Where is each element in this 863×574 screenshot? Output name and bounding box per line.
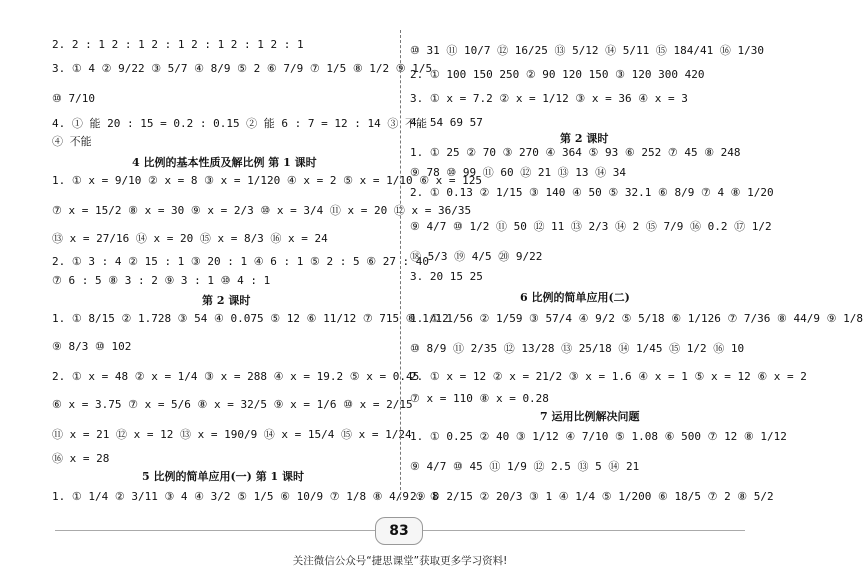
answer-line: 3. 20 15 25: [410, 270, 483, 283]
answer-line: ⑩ 31 ⑪ 10/7 ⑫ 16/25 ⑬ 5/12 ⑭ 5/11 ⑮ 184/41 ⑯ 1/30: [410, 44, 765, 57]
answer-line: 2. ① x = 48 ② x = 1/4 ③ x = 288 ④ x = 19.2 ⑤ x = 0.45: [52, 370, 420, 383]
answer-line: ⑩ 8/9 ⑪ 2/35 ⑫ 13/28 ⑬ 25/18 ⑭ 1/45 ⑮ 1/2 ⑯ 10: [410, 342, 745, 355]
answer-line: 2. ① 2/15 ② 20/3 ③ 1 ④ 1/4 ⑤ 1/200 ⑥ 18/5 ⑦ 2 ⑧ 5/2: [410, 490, 774, 503]
column-divider: [400, 30, 401, 500]
answer-line: 2. ① 3 : 4 ② 15 : 1 ③ 20 : 1 ④ 6 : 1 ⑤ 2 : 5 ⑥ 27 : 40: [52, 255, 430, 268]
section-heading: 第 2 课时: [560, 132, 609, 145]
answer-line: 2. ① 100 150 250 ② 90 120 150 ③ 120 300 420: [410, 68, 705, 81]
answer-line: 2. ① x = 12 ② x = 21/2 ③ x = 1.6 ④ x = 1 ⑤ x = 12 ⑥ x = 2: [410, 370, 807, 383]
answer-line: ⑦ x = 15/2 ⑧ x = 30 ⑨ x = 2/3 ⑩ x = 3/4 ⑪ x = 20 ⑫ x = 36/35: [52, 204, 472, 217]
footer-note: 关注微信公众号“捷思课堂”获取更多学习资料!: [292, 555, 508, 567]
answer-line: ⑨ 78 ⑩ 99 ⑪ 60 ⑫ 21 ⑬ 13 ⑭ 34: [410, 166, 627, 179]
answer-line: ⑪ x = 21 ⑫ x = 12 ⑬ x = 190/9 ⑭ x = 15/4 ⑮ x = 1/24: [52, 428, 412, 441]
section-heading: 第 2 课时: [202, 294, 251, 307]
answer-line: ⑨ 4/7 ⑩ 1/2 ⑪ 50 ⑫ 11 ⑬ 2/3 ⑭ 2 ⑮ 7/9 ⑯ 0.2 ⑰ 1/2: [410, 220, 772, 233]
section-heading: 6 比例的简单应用(二): [520, 291, 630, 304]
answer-line: ⑨ 4/7 ⑩ 45 ⑪ 1/9 ⑫ 2.5 ⑬ 5 ⑭ 21: [410, 460, 640, 473]
answer-line: 1. ① 25 ② 70 ③ 270 ④ 364 ⑤ 93 ⑥ 252 ⑦ 45 ⑧ 248: [410, 146, 741, 159]
answer-line: ⑩ 7/10: [52, 92, 95, 105]
answer-line: 3. ① x = 7.2 ② x = 1/12 ③ x = 36 ④ x = 3: [410, 92, 688, 105]
answer-line: ④ 不能: [52, 135, 92, 148]
section-heading: 5 比例的简单应用(一) 第 1 课时: [142, 470, 305, 483]
answer-line: 1. ① 8/15 ② 1.728 ③ 54 ④ 0.075 ⑤ 12 ⑥ 11/12 ⑦ 715 ⑧ 1/12: [52, 312, 449, 325]
answer-line: ⑯ x = 28: [52, 452, 110, 465]
page-number: 83: [375, 517, 423, 545]
answer-line: ⑦ 6 : 5 ⑧ 3 : 2 ⑨ 3 : 1 ⑩ 4 : 1: [52, 274, 271, 287]
answer-line: 2. 2 : 1 2 : 1 2 : 1 2 : 1 2 : 1 2 : 1: [52, 38, 304, 51]
answer-line: ⑦ x = 110 ⑧ x = 0.28: [410, 392, 549, 405]
section-heading: 7 运用比例解决问题: [540, 410, 640, 423]
answer-line: 2. ① 0.13 ② 1/15 ③ 140 ④ 50 ⑤ 32.1 ⑥ 8/9 ⑦ 4 ⑧ 1/20: [410, 186, 774, 199]
answer-line: 4. ① 能 20 : 15 = 0.2 : 0.15 ② 能 6 : 7 = 12 : 14 ③ 不能: [52, 117, 428, 130]
answer-line: ⑱ 5/3 ⑲ 4/5 ⑳ 9/22: [410, 250, 543, 263]
answer-line: 1. ① 1/4 ② 3/11 ③ 4 ④ 3/2 ⑤ 1/5 ⑥ 10/9 ⑦ 1/8 ⑧ 4/9 ⑨ 8: [52, 490, 439, 503]
answer-line: 1. ① 0.25 ② 40 ③ 1/12 ④ 7/10 ⑤ 1.08 ⑥ 500 ⑦ 12 ⑧ 1/12: [410, 430, 787, 443]
section-heading: 4 比例的基本性质及解比例 第 1 课时: [132, 156, 317, 169]
answer-line: 4. 54 69 57: [410, 116, 483, 129]
answer-line: 1. ① 1/56 ② 1/59 ③ 57/4 ④ 9/2 ⑤ 5/18 ⑥ 1/126 ⑦ 7/36 ⑧ 44/9 ⑨ 1/8: [410, 312, 863, 325]
answer-line: ⑥ x = 3.75 ⑦ x = 5/6 ⑧ x = 32/5 ⑨ x = 1/6 ⑩ x = 2/15: [52, 398, 413, 411]
answer-line: ⑨ 8/3 ⑩ 102: [52, 340, 132, 353]
answer-line: 1. ① x = 9/10 ② x = 8 ③ x = 1/120 ④ x = 2 ⑤ x = 1/10 ⑥ x = 125: [52, 174, 483, 187]
answer-line: 3. ① 4 ② 9/22 ③ 5/7 ④ 8/9 ⑤ 2 ⑥ 7/9 ⑦ 1/5 ⑧ 1/2 ⑨ 1/5: [52, 62, 433, 75]
answer-line: ⑬ x = 27/16 ⑭ x = 20 ⑮ x = 8/3 ⑯ x = 24: [52, 232, 328, 245]
